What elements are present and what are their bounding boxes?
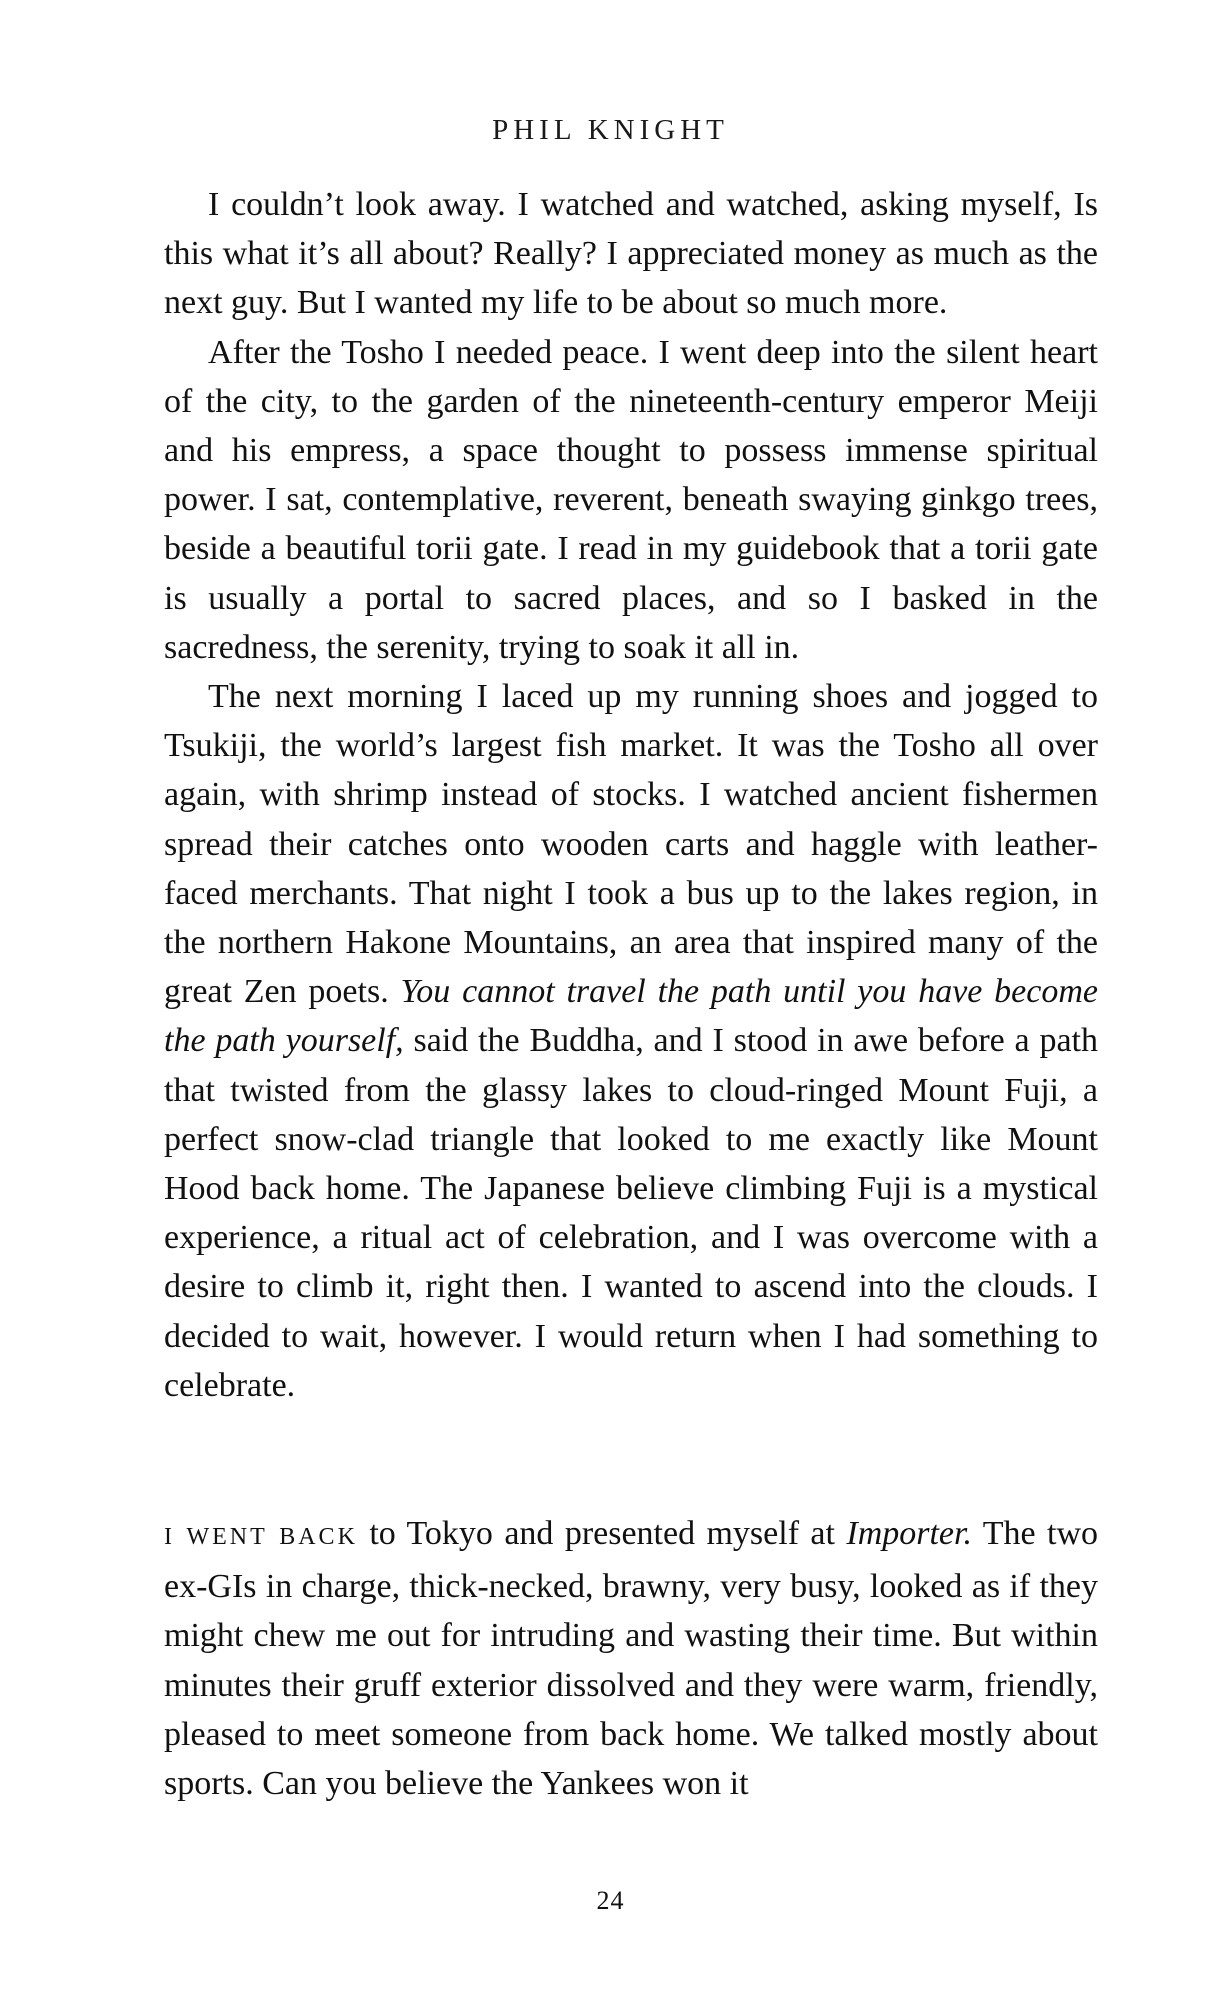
paragraph-3 (164, 672, 1098, 1410)
paragraph-2: After the Tosho I needed peace. I went deep into the silent heart of the city, to the garden of the nineteenth-century emperor Meiji and his empress, a space thought to possess immense spiritual power. I sat, contemplative, reverent, beneath swaying ginkgo trees, beside a beautiful torii gate. I read in my guidebook that a torii gate is usually a portal to sacred places, and so I basked in the sacredness, the serenity, trying to soak it all in. (164, 333, 1098, 666)
buddha-quote: You cannot travel the path until you have become the path yourself, (164, 973, 1099, 1060)
body-text (164, 180, 1098, 1808)
running-head: PHIL KNIGHT (492, 114, 729, 146)
paragraph-1: I couldn’t look away. I watched and watched, asking myself, Is this what it’s all about? Really? I appreciated money as much as the next guy. But I wanted my life to be about so much more. (164, 186, 1098, 322)
page-number: 24 (596, 1886, 625, 1915)
paragraph-4 (164, 1509, 1098, 1808)
magazine-title: Importer. (846, 1515, 972, 1553)
paragraph-3-text-b: said the Buddha, and I stood in awe before a path that twisted from the glassy lakes to cloud-ringed Mount Fuji, a perfect snow-clad triangle that looked to me exactly like Mount Hood back home. The Japanese believe climbing Fuji is a mystical experience, a ritual act of celebration, and I was overcome with a desire to climb it, right then. I wanted to ascend into the clouds. I decided to wait, however. I would return when I had something to celebrate. (164, 1022, 1098, 1404)
paragraph-3-text-a: The next morning I laced up my running shoes and jogged to Tsukiji, the world’s largest fish market. It was the Tosho all over again, with shrimp instead of stocks. I watched ancient fishermen spread their catches onto wooden carts and haggle with leather-faced merchants. That night I took a bus up to the lakes region, in the northern Hakone Mountains, an area that inspired many of the great Zen poets. (164, 678, 1098, 1011)
paragraph-4-text-b: The two ex-GIs in charge, thick-necked, brawny, very busy, looked as if they might chew me out for intruding and wasting their time. But within minutes their gruff exterior dissolved and they were warm, friendly, pleased to meet someone from back home. We talked mostly about sports. Can you believe the Yankees won it (164, 1515, 1099, 1803)
paragraph-4-text-a: to Tokyo and presented myself at (369, 1515, 835, 1553)
section-lead-in: I WENT BACK (164, 1524, 358, 1551)
section-break (164, 1410, 1098, 1509)
